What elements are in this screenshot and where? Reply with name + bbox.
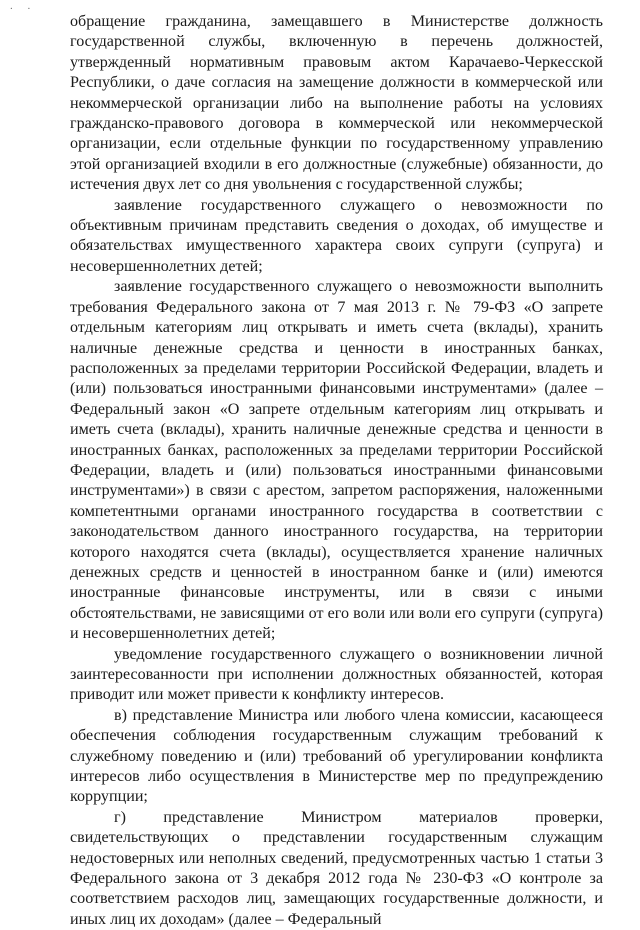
document-body: [70, 12, 603, 930]
paragraph-former-employee-appeal: обращение гражданина, замещавшего в Министерстве должность государственной службы, включенную в перечень должностей, утвержденный нормативным правовым актом Карачаево-Черкесской Республики, о даче согласия на замещение должности в коммерческой или некоммерческой организации либо на выполнение работы на условиях гражданско-правового договора в коммерческой или некоммерческой организации, если отдельные функции по государственному управлению этой организацией входили в его должностные (служебные) обязанности, до истечения двух лет со дня увольнения с государственной службы;: [70, 13, 603, 194]
paragraph-income-statement-impossibility: заявление государственного служащего о невозможности по объективным причинам представить сведения о доходах, об имуществе и обязательствах имущественного характера своих супруги (супруга) и несовершеннолетних детей;: [70, 196, 603, 275]
paragraph-conflict-of-interest-notice: уведомление государственного служащего о возникновении личной заинтересованности при исполнении должностных обязанностей, которая приводит или может привести к конфликту интересов.: [70, 645, 603, 704]
scan-corner-marks: . .: [10, 0, 37, 12]
paragraph-item-g: г) представление Министром материалов проверки, свидетельствующих о представлении государственным служащим недостоверных или неполных сведений, предусмотренных частью 1 статьи 3 Федерального закона от 3 декабря 2012 года № 230-ФЗ «О контроле за соответствием расходов лиц, замещающих государственные должности, и иных лиц их доходам» (далее – Федеральный: [70, 808, 603, 928]
paragraph-item-v: в) представление Министра или любого члена комиссии, касающееся обеспечения соблюдения государственным служащим требований к служебному поведению и (или) требований об урегулировании конфликта интересов либо осуществления в Министерстве мер по предупреждению коррупции;: [70, 706, 603, 806]
paragraph-foreign-accounts-impossibility: заявление государственного служащего о невозможности выполнить требования Федерального закона от 7 мая 2013 г. № 79-ФЗ «О запрете отдельным категориям лиц открывать и иметь счета (вклады), хранить наличные денежные средства и ценности в иностранных банках, расположенных за пределами территории Российской Федерации, владеть и (или) пользоваться иностранными финансовыми инструментами» (далее – Федеральный закон «О запрете отдельным категориям лиц открывать и иметь счета (вклады), хранить наличные денежные средства и ценности в иностранных банках, расположенных за пределами территории Российской Федерации, владеть и (или) пользоваться иностранными финансовыми инструментами») в связи с арестом, запретом распоряжения, наложенными компетентными органами иностранного государства в соответствии с законодательством данного иностранного государства, на территории которого находятся счета (вклады), осуществляется хранение наличных денежных средств и ценностей в иностранном банке и (или) имеются иностранные финансовые инструменты, или в связи с иными обстоятельствами, не зависящими от его воли или воли его супруги (супруга) и несовершеннолетних детей;: [70, 278, 603, 643]
